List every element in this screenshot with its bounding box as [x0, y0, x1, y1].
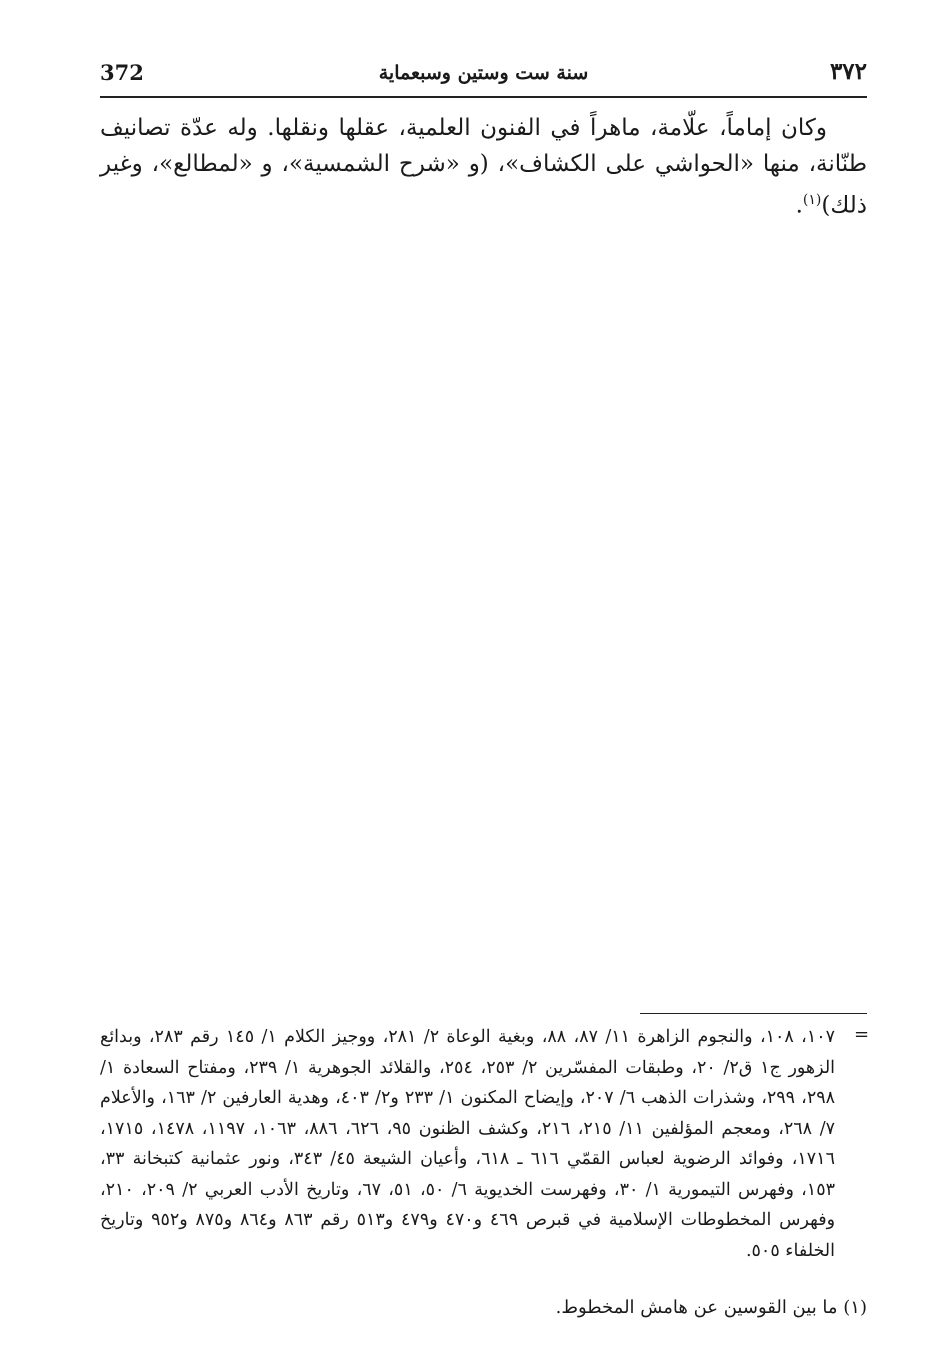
page-header [100, 56, 867, 98]
main-paragraph [100, 110, 867, 224]
running-title: سنة ست وستين وسبعماية [378, 62, 589, 84]
footnote-continued-text: ١٠٧، ١٠٨، والنجوم الزاهرة ١١/ ٨٧، ٨٨، وبغية الوعاة ٢/ ٢٨١، ووجيز الكلام ١/ ١٤٥ رقم ٢٨٣، وبدائع الزهور ج١ ق٢/ ٢٠، وطبقات المفسّرين ٢/ ٢٥٣، ٢٥٤، والقلائد الجوهرية ١/ ٢٣٩، ومفتاح السعادة ١/ ٢٩٨، ٢٩٩، وشذرات الذهب ٦/ ٢٠٧، وإيضاح المكنون ١/ ٢٣٣ و٢/ ٤٠٣، وهدية العارفين ٢/ ١٦٣، والأعلام ٧/ ٢٦٨، ومعجم المؤلفين ١١/ ٢١٥، ٢١٦، وكشف الظنون ٩٥، ٦٢٦، ٨٨٦، ١٠٦٣، ١١٩٧، ١٤٧٨، ١٧١٥، ١٧١٦، وفوائد الرضوية لعباس القمّي ٦١٦ ـ ٦١٨، وأعيان الشيعة ٤٥/ ٣٤٣، ونور عثمانية كتبخانة ٣٣، ١٥٣، وفهرس التيمورية ١/ ٣٠، وفهرست الخديوية ٦/ ٥٠، ٥١، ٦٧، وتاريخ الأدب العربي ٢/ ٢٠٩، ٢١٠، وفهرس المخطوطات الإسلامية في قبرص ٤٦٩ و٤٧٠ و٤٧٩ و٥١٣ رقم ٨٦٣ و٨٦٤ و٨٧٥ و٩٥٢ وتاريخ الخلفاء ٥٠٥. [100, 1027, 836, 1261]
page-number-arabic: ٣٧٢ [829, 58, 867, 85]
main-text [100, 110, 867, 224]
paragraph-end: . [795, 192, 803, 219]
footnote-reference: (١) [802, 192, 822, 208]
footnote-continuation-mark: = [854, 1024, 870, 1045]
page-number-latin: 372 [100, 60, 144, 85]
footnote-1: (١) ما بين القوسين عن هامش المخطوط. [555, 1297, 867, 1318]
paragraph-text: وكان إماماً، علّامة، ماهراً في الفنون العلمية، عقلها ونقلها. وله عدّة تصانيف طنّانة، منها «الحواشي على الكشاف»، (و «شرح الشمسية»، و «لمطالع»، وغير ذلك) [100, 115, 867, 219]
footnote-separator [640, 1013, 867, 1014]
